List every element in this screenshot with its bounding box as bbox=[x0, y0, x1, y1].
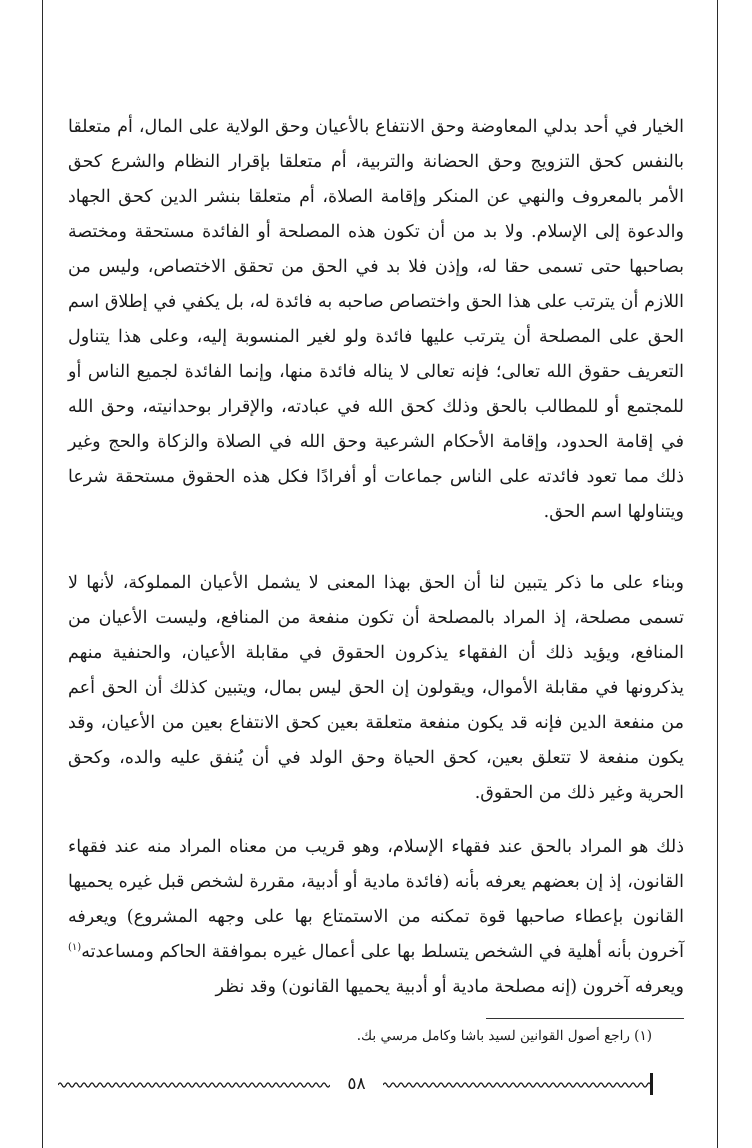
page-footer bbox=[58, 1070, 658, 1100]
footnote-divider bbox=[486, 1018, 684, 1019]
footer-wave-right bbox=[383, 1078, 651, 1092]
paragraph-2: وبناء على ما ذكر يتبين لنا أن الحق بهذا المعنى لا يشمل الأعيان المملوكة، لأنها لا تسمى مصلحة، إذ المراد بالمصلحة أن تكون منفعة من المنافع، وليست الأعيان من المنافع، ويؤيد ذلك أن الفقهاء يذكرون الحقوق في مقابلة الأعيان، والحنفية منهم يذكرونها في مقابلة الأموال، ويقولون إن الحق ليس بمال، ويتبين كذلك أن الحق أعم من منفعة الدين فإنه قد يكون منفعة متعلقة بعين كحق الانتفاع بعين من الأعيان، وقد يكون منفعة لا تتعلق بعين، كحق الحياة وحق الولد في أن يُنفق عليه والده، وكحق الحرية وغير ذلك من الحقوق. bbox=[68, 573, 684, 803]
page-number: ٥٨ bbox=[347, 1074, 366, 1094]
footnote-marker: (١) bbox=[68, 942, 82, 954]
paragraph-3-body: ذلك هو المراد بالحق عند فقهاء الإسلام، وهو قريب من معناه المراد منه عند فقهاء القانون، إذ إن بعضهم يعرفه بأنه (فائدة مادية أو أدبية، مقررة لشخص قبل غيره يحميها القانون بإعطاء صاحبها قوة تمكنه من الاستمتاع بها على وجهه المشروع) ويعرفه آخرون بأنه أهلية في الشخص يتسلط بها على أعمال غيره بموافقة الحاكم ومساعدته bbox=[68, 837, 684, 962]
footnote: (١) راجع أصول القوانين لسيد باشا وكامل مرسي بك. bbox=[356, 1028, 652, 1044]
paragraph-3 bbox=[68, 830, 684, 1005]
footer-end-bar bbox=[650, 1073, 653, 1095]
page-border-left bbox=[42, 0, 43, 1148]
footer-wave-left bbox=[58, 1078, 330, 1092]
paragraph-3-tail: ويعرفه آخرون (إنه مصلحة مادية أو أدبية يحميها القانون) وقد نظر bbox=[215, 977, 684, 997]
page-border-right bbox=[717, 0, 718, 1148]
paragraph-1: الخيار في أحد بدلي المعاوضة وحق الانتفاع بالأعيان وحق الولاية على المال، أم متعلقا بالنفس كحق التزويج وحق الحضانة والتربية، أم متعلقا بإقرار النظام والشرع كحق الأمر بالمعروف والنهي عن المنكر وإقامة الصلاة، أم متعلقا بنشر الدين كحق الجهاد والدعوة إلى الإسلام. ولا بد من أن تكون هذه المصلحة أو الفائدة مستحقة ومختصة بصاحبها حتى تسمى حقا له، وإذن فلا بد في الحق من تحقق الاختصاص، وليس من اللازم أن يترتب على هذا الحق واختصاص صاحبه به فائدة له، بل يكفي في إطلاق اسم الحق على المصلحة أن يترتب عليها فائدة ولو لغير المنسوبة إليه، وعلى هذا يتناول التعريف حقوق الله تعالى؛ فإنه تعالى لا يناله فائدة منها، وإنما الفائدة لجميع الناس أو للمجتمع أو للمطالب بالحق وذلك كحق الله في عبادته، والإقرار بوحدانيته، وحق الله في إقامة الحدود، وإقامة الأحكام الشرعية وحق الله في الصلاة والزكاة والحج وغير ذلك مما تعود فائدته على الناس جماعات أو أفرادًا فكل هذه الحقوق مستحقة شرعا ويتناولها اسم الحق. bbox=[68, 117, 684, 522]
